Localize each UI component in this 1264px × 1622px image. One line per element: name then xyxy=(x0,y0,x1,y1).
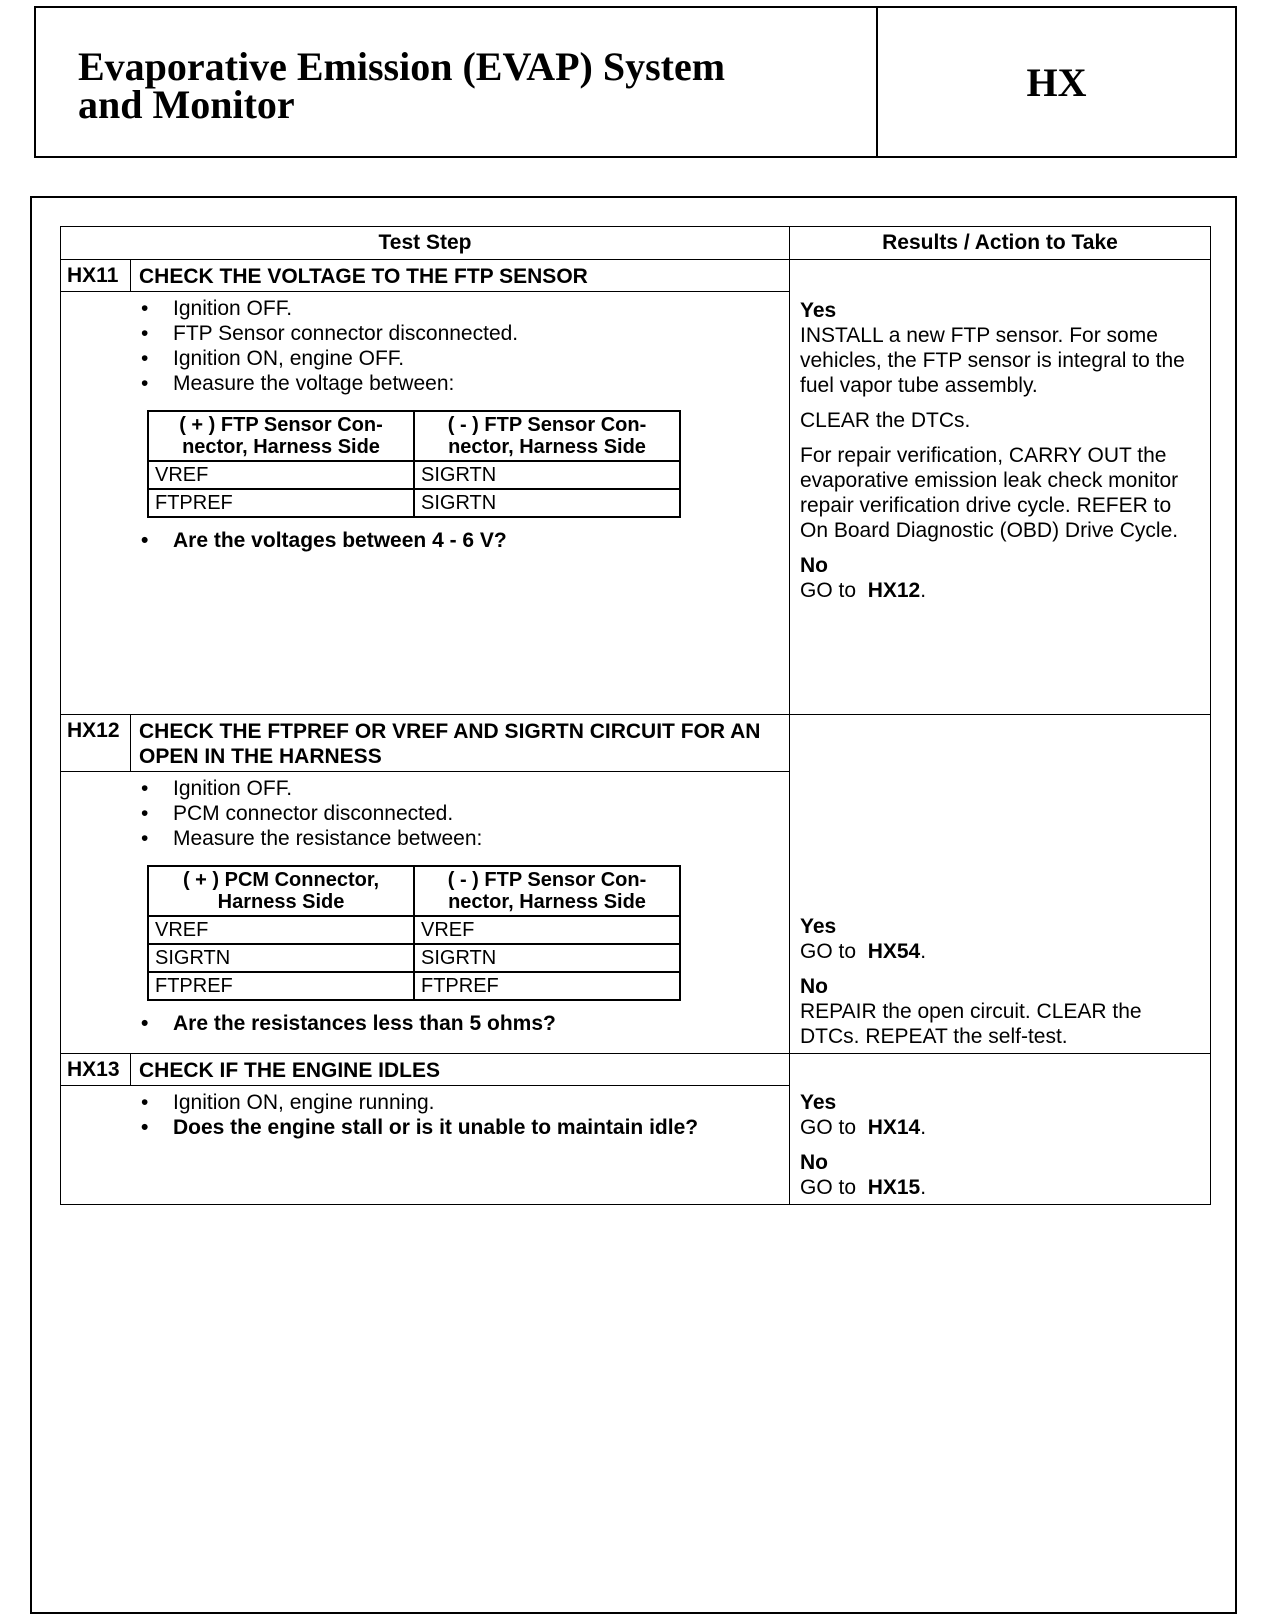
title-line-1: Evaporative Emission (EVAP) System xyxy=(78,44,726,89)
yes-label: Yes xyxy=(800,1091,837,1114)
measurement-table xyxy=(147,410,681,518)
table-row xyxy=(148,461,680,489)
step-link-hx14[interactable]: HX14 xyxy=(867,1116,921,1139)
instruction-item: • PCM connector disconnected. xyxy=(141,801,789,826)
table-row xyxy=(148,972,680,1000)
page-title xyxy=(36,8,878,156)
step-question: • Does the engine stall or is it unable to maintain idle? xyxy=(141,1115,789,1140)
table-header-minus: ( - ) FTP Sensor Con-nector, Harness Side xyxy=(414,866,680,916)
step-title: CHECK THE VOLTAGE TO THE FTP SENSOR xyxy=(139,265,588,288)
step-id: HX11 xyxy=(61,260,131,291)
instruction-item: • Ignition OFF. xyxy=(141,776,789,801)
table-cell: VREF xyxy=(148,461,414,489)
instruction-item: • Measure the resistance between: xyxy=(141,826,789,851)
yes-goto: GO to xyxy=(800,1116,857,1139)
step-cell xyxy=(61,260,790,715)
table-cell: SIGRTN xyxy=(148,944,414,972)
results-cell: Yes GO to HX54. No REPAIR the open circuit. CLEAR the DTCs. REPEAT the self-test. xyxy=(790,715,1211,1054)
no-action: REPAIR the open circuit. CLEAR the DTCs. REPEAT the self-test. xyxy=(800,1000,1142,1048)
instruction-item: • Ignition ON, engine running. xyxy=(141,1090,789,1115)
step-id: HX12 xyxy=(61,715,131,771)
step-row-hx11 xyxy=(61,260,1211,715)
no-goto: GO to xyxy=(800,579,857,602)
table-cell: FTPREF xyxy=(148,972,414,1000)
step-title: CHECK THE FTPREF OR VREF AND SIGRTN CIRCUIT FOR AN OPEN IN THE HARNESS xyxy=(139,720,761,768)
column-header-results: Results / Action to Take xyxy=(790,227,1211,260)
yes-label: Yes xyxy=(800,299,837,322)
instruction-item: • FTP Sensor connector disconnected. xyxy=(141,321,789,346)
page-header xyxy=(34,6,1237,158)
table-cell: FTPREF xyxy=(414,972,680,1000)
table-cell: SIGRTN xyxy=(414,461,680,489)
title-line-2: and Monitor xyxy=(78,82,295,127)
no-label: No xyxy=(800,554,828,577)
step-instructions xyxy=(141,296,789,396)
measurement-table xyxy=(147,865,681,1001)
step-instructions xyxy=(141,776,789,851)
section-code: HX xyxy=(1026,59,1087,105)
step-link-hx54[interactable]: HX54 xyxy=(867,940,921,963)
no-goto: GO to xyxy=(800,1176,857,1199)
yes-action: INSTALL a new FTP sensor. For some vehicles, the FTP sensor is integral to the fuel vapor tube assembly. xyxy=(800,324,1185,397)
step-link-hx12[interactable]: HX12 xyxy=(867,579,921,602)
instruction-item: • Ignition OFF. xyxy=(141,296,789,321)
yes-goto: GO to xyxy=(800,940,857,963)
table-row xyxy=(148,916,680,944)
instruction-item: • Measure the voltage between: xyxy=(141,371,789,396)
table-cell: VREF xyxy=(414,916,680,944)
step-cell xyxy=(61,715,790,1054)
step-question: • Are the resistances less than 5 ohms? xyxy=(141,1011,789,1036)
table-cell: VREF xyxy=(148,916,414,944)
step-id: HX13 xyxy=(61,1054,131,1085)
step-link-hx15[interactable]: HX15 xyxy=(867,1176,921,1199)
yes-action-clear: CLEAR the DTCs. xyxy=(800,409,971,432)
step-question: • Are the voltages between 4 - 6 V? xyxy=(141,528,789,553)
instruction-item: • Ignition ON, engine OFF. xyxy=(141,346,789,371)
step-cell xyxy=(61,1054,790,1205)
diagnostic-table xyxy=(60,226,1211,1205)
step-row-hx13 xyxy=(61,1054,1211,1205)
no-label: No xyxy=(800,1151,828,1174)
table-header-minus: ( - ) FTP Sensor Con-nector, Harness Side xyxy=(414,411,680,461)
results-cell: Yes INSTALL a new FTP sensor. For some vehicles, the FTP sensor is integral to the fuel vapor tube assembly. CLEAR the DTCs. For repair verification, CARRY OUT the evaporative emission leak check monitor repair verification drive cycle. REFER to On Board Diagnostic (OBD) Drive Cycle. No GO to HX12. xyxy=(790,260,1211,715)
table-row xyxy=(148,489,680,517)
table-cell: SIGRTN xyxy=(414,944,680,972)
no-label: No xyxy=(800,975,828,998)
table-cell: SIGRTN xyxy=(414,489,680,517)
yes-label: Yes xyxy=(800,915,837,938)
table-header-plus: ( + ) FTP Sensor Con-nector, Harness Side xyxy=(148,411,414,461)
step-row-hx12 xyxy=(61,715,1211,1054)
column-header-test-step: Test Step xyxy=(61,227,790,260)
step-title: CHECK IF THE ENGINE IDLES xyxy=(139,1059,441,1082)
results-cell: Yes GO to HX14. No GO to HX15. xyxy=(790,1054,1211,1205)
table-header-plus: ( + ) PCM Connector, Harness Side xyxy=(148,866,414,916)
step-instructions xyxy=(141,1090,789,1140)
yes-action-verify: For repair verification, CARRY OUT the evaporative emission leak check monitor repair verification drive cycle. REFER to On Board Diagnostic (OBD) Drive Cycle. xyxy=(800,444,1179,542)
table-row xyxy=(148,944,680,972)
table-cell: FTPREF xyxy=(148,489,414,517)
